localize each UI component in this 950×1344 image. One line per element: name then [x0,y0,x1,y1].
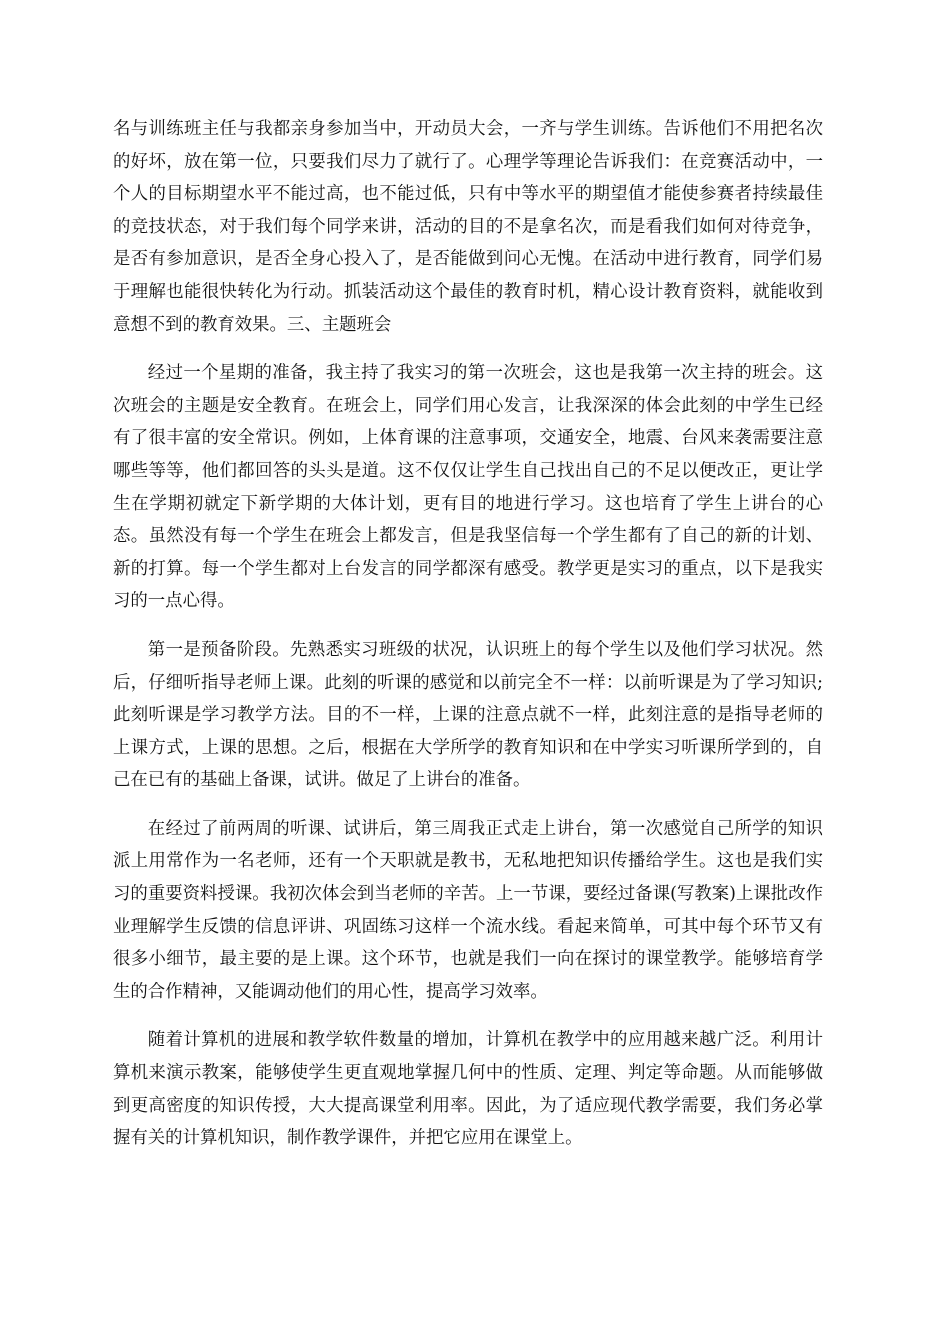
paragraph-3: 第一是预备阶段。先熟悉实习班级的状况，认识班上的每个学生以及他们学习状况。然后，仔细听指导老师上课。此刻的听课的感觉和以前完全不一样：以前听课是为了学习知识;此刻听课是学习教学方法。目的不一样，上课的注意点就不一样，此刻注意的是指导老师的上课方式，上课的思想。之后，根据在大学所学的教育知识和在中学实习听课所学到的，自己在已有的基础上备课，试讲。做足了上讲台的准备。 [113,639,823,791]
paragraph-1: 名与训练班主任与我都亲身参加当中，开动员大会，一齐与学生训练。告诉他们不用把名次的好坏，放在第一位，只要我们尽力了就行了。心理学等理论告诉我们：在竞赛活动中，一个人的目标期望水平不能过高，也不能过低，只有中等水平的期望值才能使参赛者持续最佳的竞技状态，对于我们每个同学来讲，活动的目的不是拿名次，而是看我们如何对待竞争，是否有参加意识，是否全身心投入了，是否能做到问心无愧。在活动中进行教育，同学们易于理解也能很快转化为行动。抓装活动这个最佳的教育时机，精心设计教育资料，就能收到意想不到的教育效果。三、主题班会 [113,119,823,335]
paragraph-5: 随着计算机的进展和教学软件数量的增加，计算机在教学中的应用越来越广泛。利用计算机来演示教案，能够使学生更直观地掌握几何中的性质、定理、判定等命题。从而能够做到更高密度的知识传授，大大提高课堂利用率。因此，为了适应现代教学需要，我们务必掌握有关的计算机知识，制作教学课件，并把它应用在课堂上。 [113,1030,823,1149]
document-body [113,113,823,1171]
paragraph-2: 经过一个星期的准备，我主持了我实习的第一次班会，这也是我第一次主持的班会。这次班会的主题是安全教育。在班会上，同学们用心发言，让我深深的体会此刻的中学生已经有了很丰富的安全常识。例如，上体育课的注意事项，交通安全，地震、台风来袭需要注意哪些等等，他们都回答的头头是道。这不仅仅让学生自己找出自己的不足以便改正，更让学生在学期初就定下新学期的大体计划，更有目的地进行学习。这也培育了学生上讲台的心态。虽然没有每一个学生在班会上都发言，但是我坚信每一个学生都有了自己的新的计划、新的打算。每一个学生都对上台发言的同学都深有感受。教学更是实习的重点，以下是我实习的一点心得。 [113,363,823,612]
paragraph-4: 在经过了前两周的听课、试讲后，第三周我正式走上讲台，第一次感觉自己所学的知识派上用常作为一名老师，还有一个天职就是教书，无私地把知识传播给学生。这也是我们实习的重要资料授课。我初次体会到当老师的辛苦。上一节课，要经过备课(写教案)上课批改作业理解学生反馈的信息评讲、巩固练习这样一个流水线。看起来简单，可其中每个环节又有很多小细节，最主要的是上课。这个环节，也就是我们一向在探讨的课堂教学。能够培育学生的合作精神，又能调动他们的用心性，提高学习效率。 [113,818,823,1002]
